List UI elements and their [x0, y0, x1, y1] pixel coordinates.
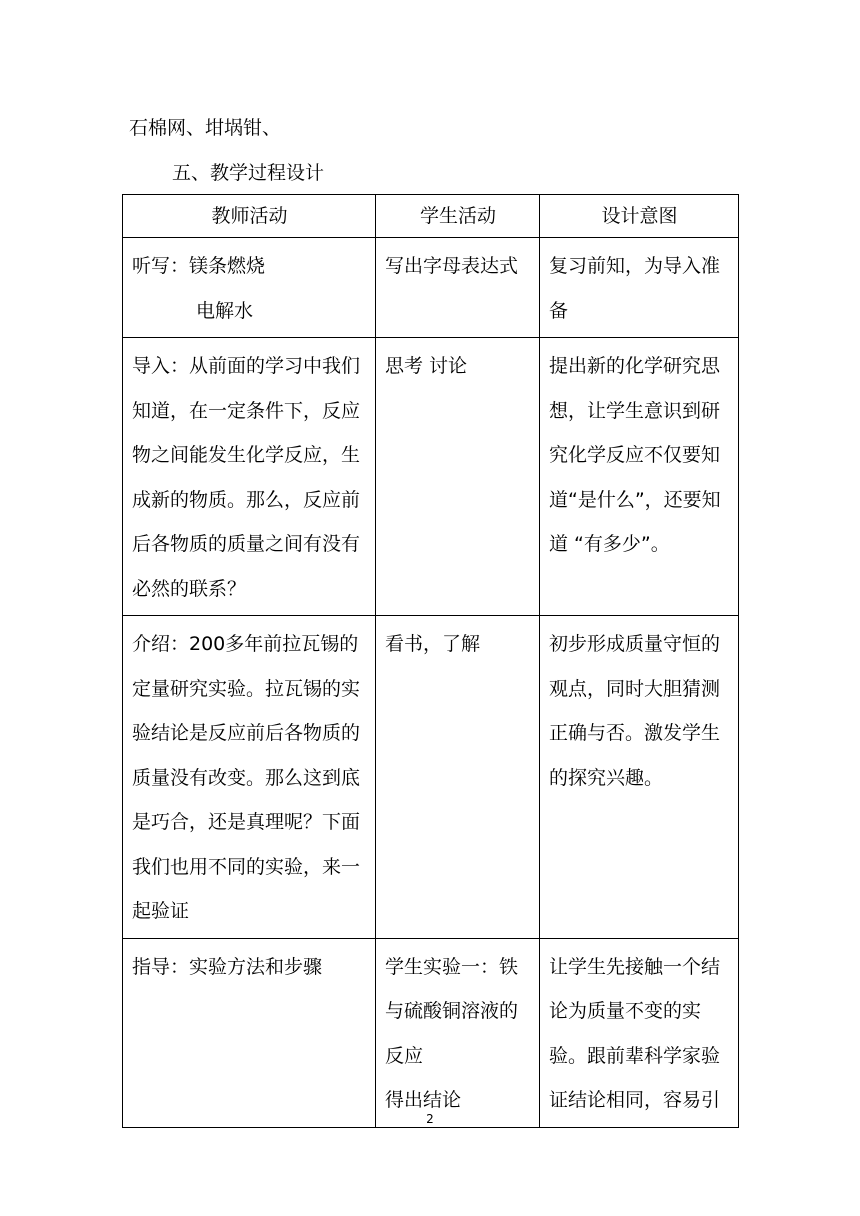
- teacher-activity-cell: 导入：从前面的学习中我们知道，在一定条件下，反应物之间能发生化学反应，生成新的物质。那么，反应前后各物质的质量之间有没有必然的联系？: [123, 338, 376, 616]
- table-row: [123, 338, 739, 616]
- materials-line: 石棉网、坩埚钳、: [129, 117, 282, 139]
- design-intent-cell: 复习前知，为导入准备: [540, 238, 739, 338]
- table-row: [123, 938, 739, 1127]
- student-activity-cell: 思考 讨论: [376, 338, 540, 616]
- design-intent-cell: 初步形成质量守恒的观点，同时大胆猜测正确与否。激发学生的探究兴趣。: [540, 616, 739, 939]
- student-activity-text: 得出结论: [385, 1089, 462, 1111]
- header-teacher-activity: 教师活动: [123, 195, 376, 238]
- table-row: [123, 616, 739, 939]
- student-activity-cell: [376, 938, 540, 1127]
- student-activity-cell: 写出字母表达式: [376, 238, 540, 338]
- teaching-process-table: [122, 194, 739, 1128]
- table-header-row: [123, 195, 739, 238]
- student-activity-text: 学生实验一：铁与硫酸铜溶液的反应: [385, 955, 519, 1067]
- teacher-activity-cell: [123, 238, 376, 338]
- teacher-activity-cell: 介绍：200多年前拉瓦锡的定量研究实验。拉瓦锡的实验结论是反应前后各物质的质量没有改变。那么这到底是巧合，还是真理呢？下面我们也用不同的实验，来一起验证: [123, 616, 376, 939]
- student-activity-cell: 看书，了解: [376, 616, 540, 939]
- design-intent-cell: 提出新的化学研究思想，让学生意识到研究化学反应不仅要知道“是什么”，还要知道 “有多少”。: [540, 338, 739, 616]
- page-number: 2: [426, 1112, 434, 1126]
- teacher-activity-text: 听写：镁条燃烧: [132, 255, 266, 277]
- header-student-activity: 学生活动: [376, 195, 540, 238]
- teacher-activity-text: 电解水: [196, 299, 254, 322]
- header-design-intent: 设计意图: [540, 195, 739, 238]
- table-row: [123, 238, 739, 338]
- section-heading: 五、教学过程设计: [172, 162, 325, 184]
- teacher-activity-cell: 指导：实验方法和步骤: [123, 938, 376, 1127]
- design-intent-cell: 让学生先接触一个结论为质量不变的实验。跟前辈科学家验证结论相同，容易引: [540, 938, 739, 1127]
